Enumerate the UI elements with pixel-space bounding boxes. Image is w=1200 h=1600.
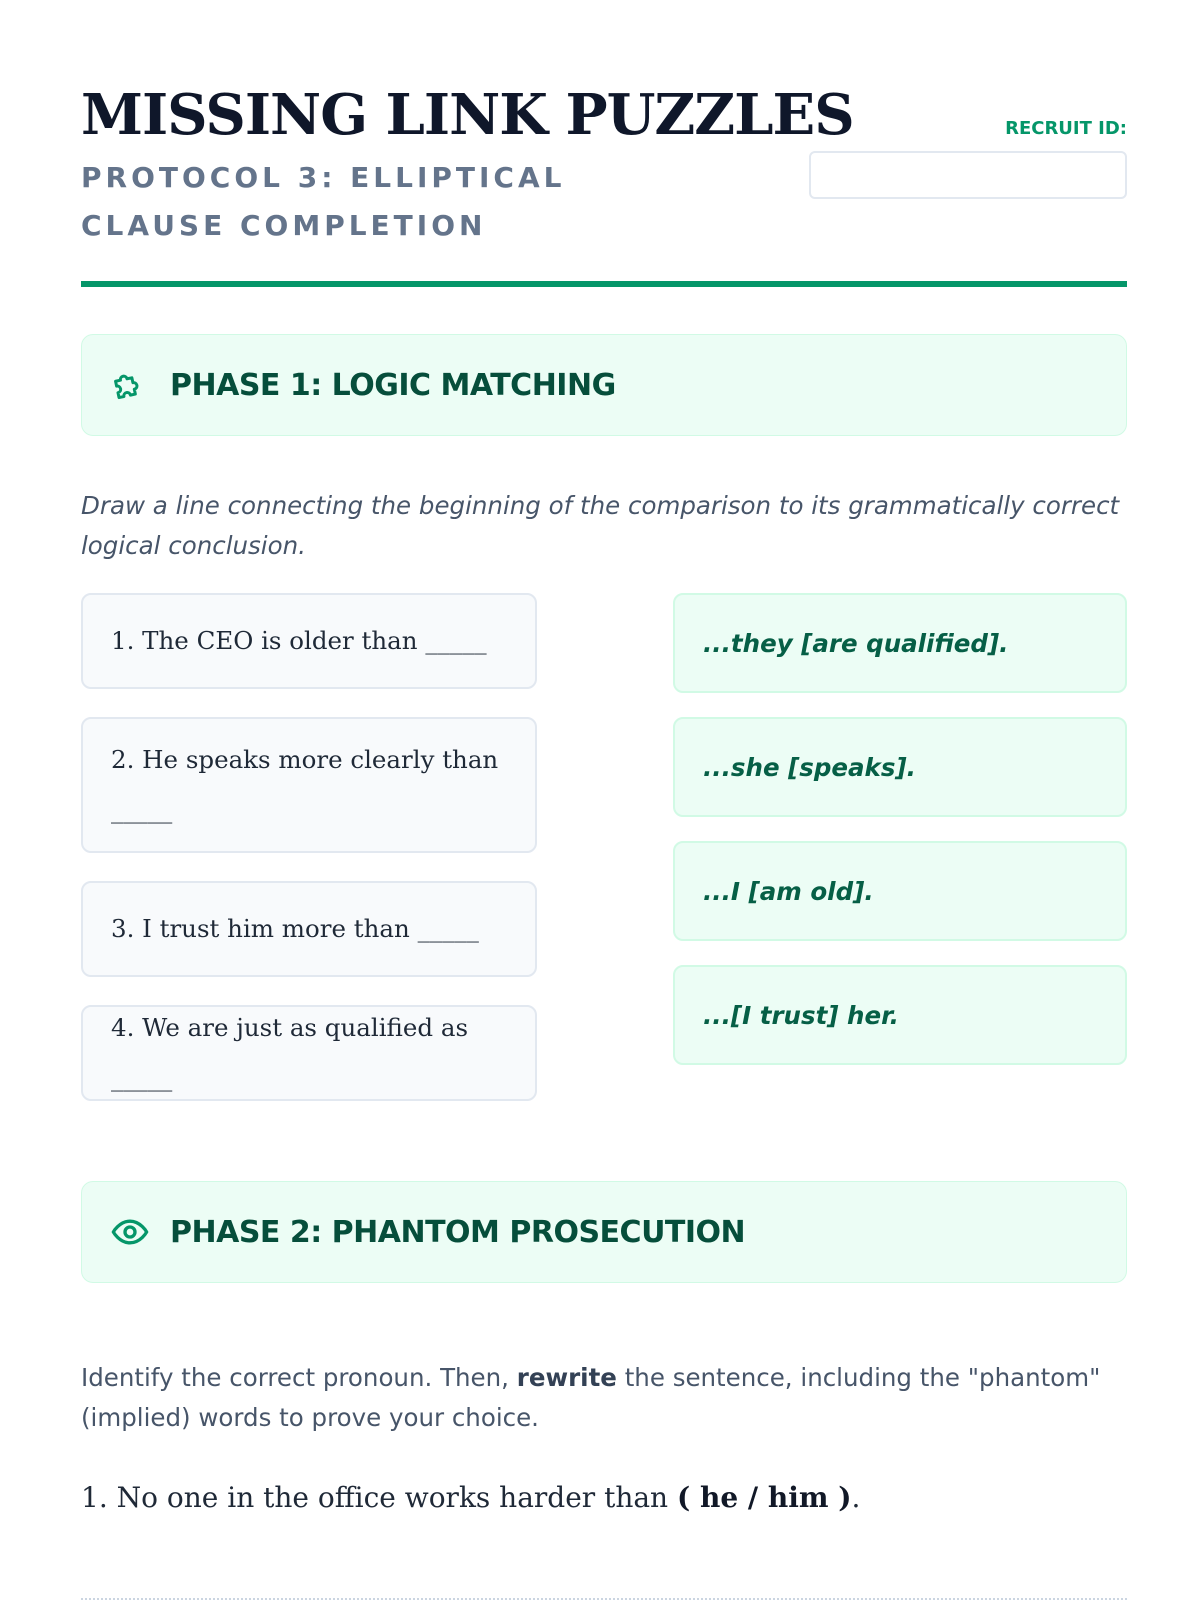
phase1-banner: [81, 334, 1127, 436]
match-left-item[interactable]: 4. We are just as qualified as _____: [81, 1005, 537, 1101]
header-divider: [81, 281, 1127, 287]
recruit-id-field[interactable]: [809, 151, 1127, 199]
match-right-item[interactable]: ...she [speaks].: [673, 717, 1127, 817]
question-end: .: [851, 1481, 861, 1514]
page-subtitle: PROTOCOL 3: ELLIPTICAL CLAUSE COMPLETION: [81, 161, 566, 242]
phase1-instruction: Draw a line connecting the beginning of the comparison to its grammatically correct logical conclusion.: [81, 491, 1120, 560]
pronoun-choice[interactable]: ( he / him ): [676, 1481, 852, 1514]
match-left-item[interactable]: 1. The CEO is older than _____: [81, 593, 537, 689]
phase2-instruction: [81, 1358, 1127, 1438]
phase2-instruction-bold: rewrite: [516, 1363, 617, 1392]
eye-icon: [110, 1212, 150, 1252]
phase2-title: PHASE 2: PHANTOM PROSECUTION: [170, 1214, 746, 1250]
match-left-item[interactable]: 3. I trust him more than _____: [81, 881, 537, 977]
phase2-instruction-start: Identify the correct pronoun. Then,: [81, 1363, 517, 1392]
phase1-title: PHASE 1: LOGIC MATCHING: [170, 367, 616, 403]
match-right-item[interactable]: ...I [am old].: [673, 841, 1127, 941]
worksheet-header: [81, 80, 1127, 250]
phase2-instruction-end: the sentence, including the "phantom" (implied) words to prove your choice.: [81, 1363, 1101, 1432]
phase2-banner: [81, 1181, 1127, 1283]
puzzle-icon: [110, 365, 150, 405]
phase2-question-1: [81, 1478, 1127, 1518]
match-right-item[interactable]: ...[I trust] her.: [673, 965, 1127, 1065]
recruit-id-label: RECRUIT ID:: [1005, 118, 1127, 139]
match-right-item[interactable]: ...they [are qualified].: [673, 593, 1127, 693]
question-text: 1. No one in the office works harder than: [81, 1481, 677, 1514]
match-left-item[interactable]: 2. He speaks more clearly than _____: [81, 717, 537, 853]
page-title: MISSING LINK PUZZLES: [81, 82, 854, 148]
